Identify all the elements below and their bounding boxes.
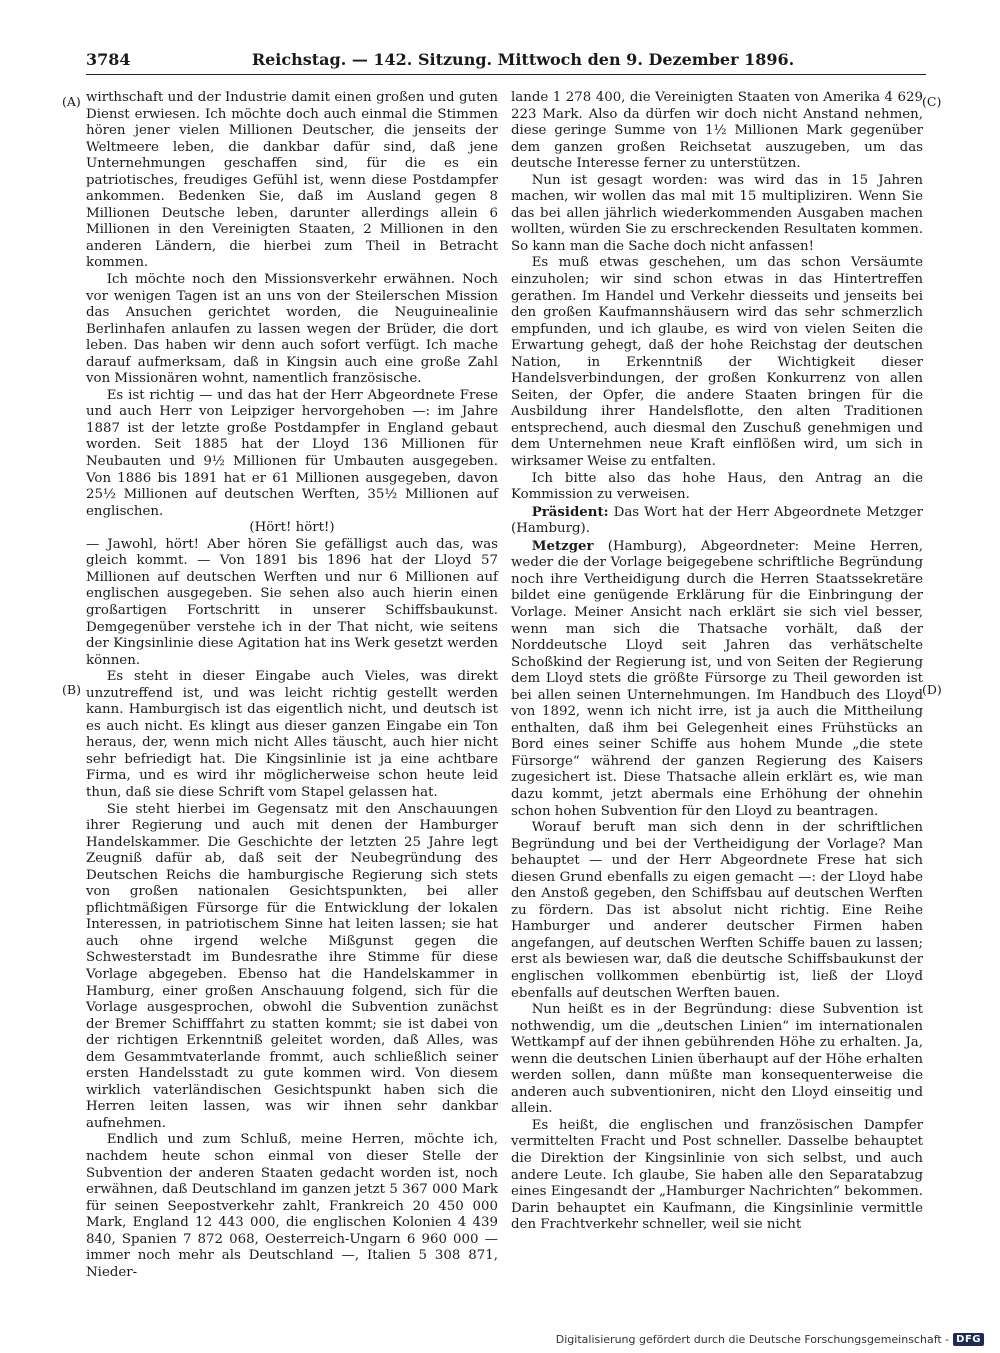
right-column bbox=[511, 90, 923, 1234]
paragraph: Ich bitte also das hohe Haus, den Antrag an die Kommission zu verweisen. bbox=[511, 470, 923, 503]
margin-marker-d: (D) bbox=[922, 682, 942, 697]
dfg-logo: DFG bbox=[953, 1333, 984, 1346]
paragraph: Endlich und zum Schluß, meine Herren, möchte ich, nachdem heute schon einmal von dieser Stelle der Subvention der anderen Staaten gedacht worden ist, noch erwähnen, daß Deutschland im ganzen jetzt 5 367 000 Mark für seinen Seepostverkehr zahlt, Frankreich 20 450 000 Mark, England 12 443 000, die englischen Kolonien 4 439 840, Spanien 7 872 068, Oesterreich-Ungarn 6 960 000 — immer noch mehr als Deutschland —, Italien 5 308 871, Nieder- bbox=[86, 1132, 498, 1280]
paragraph: Es ist richtig — und das hat der Herr Abgeordnete Frese und auch Herr von Leipziger hervorgehoben —: im Jahre 1887 ist der letzte große Postdampfer in England gebaut worden. Seit 1885 hat der Lloyd 136 Millionen für Neubauten und 9½ Millionen für Umbauten ausgegeben. Von 1886 bis 1891 hat er 61 Millionen ausgegeben, davon 25½ Millionen auf deutschen Werften, 35½ Millionen auf englischen. bbox=[86, 387, 498, 519]
page-header bbox=[86, 50, 924, 72]
margin-marker-c: (C) bbox=[922, 94, 942, 109]
running-title: Reichstag. — 142. Sitzung. Mittwoch den 9. Dezember 1896. bbox=[251, 50, 795, 69]
paragraph: Sie steht hierbei im Gegensatz mit den Anschauungen ihrer Regierung und auch mit denen der Hamburger Handelskammer. Die Geschichte der letzten 25 Jahre legt Zeugniß dafür ab, daß seit der Neubegründung des Deutschen Reichs die hamburgische Regierung sich stets von großen nationalen Gesichtspunkten, bei aller pflichtmäßigen Fürsorge für die Entwicklung der lokalen Interessen, in patriotischem Sinne hat leiten lassen; sie hat auch ohne irgend welche Mißgunst gegen die Schwesterstadt im Bundesrathe ihre Stimme für diese Vorlage abgegeben. Ebenso hat die Handelskammer in Hamburg, einer großen Anschauung folgend, sich für die Vorlage ausgesprochen, obwohl die Subvention zunächst der Bremer Schifffahrt zu statten kommt; sie ist dabei von der richtigen Erkenntniß geleitet worden, daß Alles, was dem Gesammtvaterlande frommt, auch schließlich seiner ersten Handelsstadt zu gute kommen wird. Von diesem wirklich vaterländischen Gesichtspunkt haben sich die Herren leiten lassen, was wir ihnen sehr dankbar aufnehmen. bbox=[86, 801, 498, 1131]
speech-text: (Hamburg), Abgeordneter: Meine Herren, weder die der Vorlage beigegebene schriftliche Begründung noch ihre Vertheidigung durch die Herren Staatssekretäre bildet eine genügende Erklärung für die Einbringung der Vorlage. Meiner Ansicht nach erklärt sie sich viel besser, wenn man sich die Thatsache vorhält, daß der Norddeutsche Lloyd seit Jahren das verhätschelte Schoßkind der Regierung ist, und von Seiten der Regierung dem Lloyd stets die größte Fürsorge zu Theil geworden ist bei allen seinen Unternehmungen. Im Handbuch des Lloyd von 1892, wenn ich nicht irre, ist ja auch die Mittheilung enthalten, daß ihm bei Gelegenheit eines Frühstücks an Bord eines seiner Schiffe aus hohem Munde „die stete Fürsorge“ während der ganzen Regierung des Kaisers zugesichert ist. Diese Thatsache allein erklärt es, wie man dazu kommt, jetzt abermals eine Erhöhung der ohnehin schon hohen Subvention für den Lloyd zu beantragen. bbox=[511, 538, 923, 819]
paragraph: Es heißt, die englischen und französischen Dampfer vermittelten Fracht und Post schneller. Dasselbe behauptet die Direktion der Kingsinlinie von sich selbst, und auch andere Leute. Ich glaube, Sie haben alle den Separatabzug eines Eingesandt der „Hamburger Nachrichten“ bekommen. Darin behauptet ein Kaufmann, die Kingsinlinie vermittle den Frachtverkehr schneller, weil sie nicht bbox=[511, 1117, 923, 1233]
paragraph: Es muß etwas geschehen, um das schon Versäumte einzuholen; wir sind schon etwas in das Hintertreffen gerathen. Im Handel und Verkehr diesseits und jenseits bei den großen Kaufmannshäusern wird das sehr schmerzlich empfunden, und ich glaube, es wird von vielen Seiten die Erwartung gehegt, daß der hohe Reichstag der deutschen Nation, in Erkenntniß der Wichtigkeit dieser Handelsverbindungen, der großen Konkurrenz von allen Seiten, der Opfer, die andere Staaten bringen für die Ausbildung ihrer Handelsflotte, den alten Traditionen entsprechend, auch diesmal den Zuschuß genehmigen und dem Unternehmen neue Kraft einflößen wird, um sich in wirksamer Weise zu entfalten. bbox=[511, 255, 923, 470]
footer bbox=[556, 1331, 984, 1347]
speaker-paragraph bbox=[511, 504, 923, 538]
speaker-name: Metzger bbox=[531, 537, 594, 554]
paragraph: Worauf beruft man sich denn in der schriftlichen Begründung und bei der Vertheidigung der Vorlage? Man behauptet — und der Herr Abgeordnete Frese hat sich diesen Grund ebenfalls zu eigen gemacht —: der Lloyd habe den Anstoß gegeben, den Schiffsbau auf deutschen Werften zu fördern. Das ist absolut nicht richtig. Eine Reihe Hamburger und anderer deutscher Firmen haben angefangen, auf deutschen Werften Schiffe bauen zu lassen; erst als bewiesen war, daß die deutsche Schiffsbaukunst der englischen vollkommen ebenbürtig ist, ließ der Lloyd ebenfalls auf deutschen Werften bauen. bbox=[511, 820, 923, 1001]
footer-credit: Digitalisierung gefördert durch die Deutsche Forschungsgemeinschaft - bbox=[555, 1332, 950, 1346]
left-column bbox=[86, 90, 498, 1281]
page-number: 3784 bbox=[86, 50, 131, 69]
margin-marker-b: (B) bbox=[62, 682, 81, 697]
speaker-paragraph bbox=[511, 538, 923, 820]
margin-marker-a: (A) bbox=[62, 94, 81, 109]
interjection: (Hört! hört!) bbox=[249, 520, 335, 536]
paragraph-continued: lande 1 278 400, die Vereinigten Staaten von Amerika 4 629 223 Mark. Also da dürfen wir doch nicht Anstand nehmen, diese geringe Summe von 1½ Millionen Mark gegenüber dem ganzen großen Reichsetat auszugeben, um das deutsche Interesse ferner zu unterstützen. bbox=[511, 90, 923, 172]
paragraph-continued: — Jawohl, hört! Aber hören Sie gefälligst auch das, was gleich kommt. — Von 1891 bis 1896 hat der Lloyd 57 Millionen auf deutschen Werften und nur 6 Millionen auf englischen ausgegeben. Sie sehen also auch hierin einen großartigen Fortschritt in unserer Schiffsbaukunst. Demgegenüber verstehe ich in der That nicht, wie seitens der Kingsinlinie diese Agitation hat ins Werk gesetzt werden können. bbox=[86, 536, 498, 668]
paragraph-continued: wirthschaft und der Industrie damit einen großen und guten Dienst erwiesen. Ich möchte doch auch einmal die Stimmen hören jener vielen Millionen Deutscher, die jenseits der Weltmeere leben, die dankbar dafür sind, daß jene Unternehmungen geschaffen sind, für die es ein patriotisches, freudiges Gefühl ist, wenn diese Postdampfer ankommen. Bedenken Sie, daß im Ausland gegen 8 Millionen Deutsche leben, darunter allerdings allein 6 Millionen in den Vereinigten Staaten, 2 Millionen in den anderen Ländern, die hierbei zum Theil in Betracht kommen. bbox=[86, 90, 498, 271]
header-rule bbox=[86, 74, 926, 75]
paragraph: Nun ist gesagt worden: was wird das in 15 Jahren machen, wir wollen das mal mit 15 multipliziren. Wenn Sie das bei allen jährlich wiederkommenden Ausgaben machen wollten, würden Sie zu erschreckenden Resultaten kommen. So kann man die Sache doch nicht anfassen! bbox=[511, 172, 923, 254]
speech-text: Das Wort hat der Herr Abgeordnete Metzger (Hamburg). bbox=[511, 504, 923, 537]
speaker-name: Präsident: bbox=[531, 503, 609, 520]
paragraph: Es steht in dieser Eingabe auch Vieles, was direkt unzutreffend ist, und was leicht richtig gestellt werden kann. Hamburgisch ist das eigentlich nicht, und deutsch ist es auch nicht. Es klingt aus dieser ganzen Eingabe ein Ton heraus, der, wenn mich nicht Alles täuscht, auch hier nicht sehr befriedigt hat. Die Kingsinlinie ist ja eine achtbare Firma, und es wird ihr möglicherweise schon heute leid thun, daß sie diese Schrift vom Stapel gelassen hat. bbox=[86, 669, 498, 800]
paragraph: Nun heißt es in der Begründung: diese Subvention ist nothwendig, um die „deutschen Linien“ im internationalen Wettkampf auf der ihnen gebührenden Höhe zu erhalten. Ja, wenn die deutschen Linien überhaupt auf der Höhe erhalten werden sollen, dann müßte man konsequenterweise die anderen auch subventioniren, nicht den Lloyd einseitig und allein. bbox=[511, 1002, 923, 1117]
paragraph: Ich möchte noch den Missionsverkehr erwähnen. Noch vor wenigen Tagen ist an uns von der Steilerschen Mission das Ansuchen gerichtet worden, die Neuguinealinie Berlinhafen anlaufen zu lassen wegen der Brüder, die dort leben. Das haben wir denn auch sofort verfügt. Ich mache darauf aufmerksam, daß in Kingsin auch eine große Zahl von Missionären wohnt, namentlich französische. bbox=[86, 272, 498, 387]
